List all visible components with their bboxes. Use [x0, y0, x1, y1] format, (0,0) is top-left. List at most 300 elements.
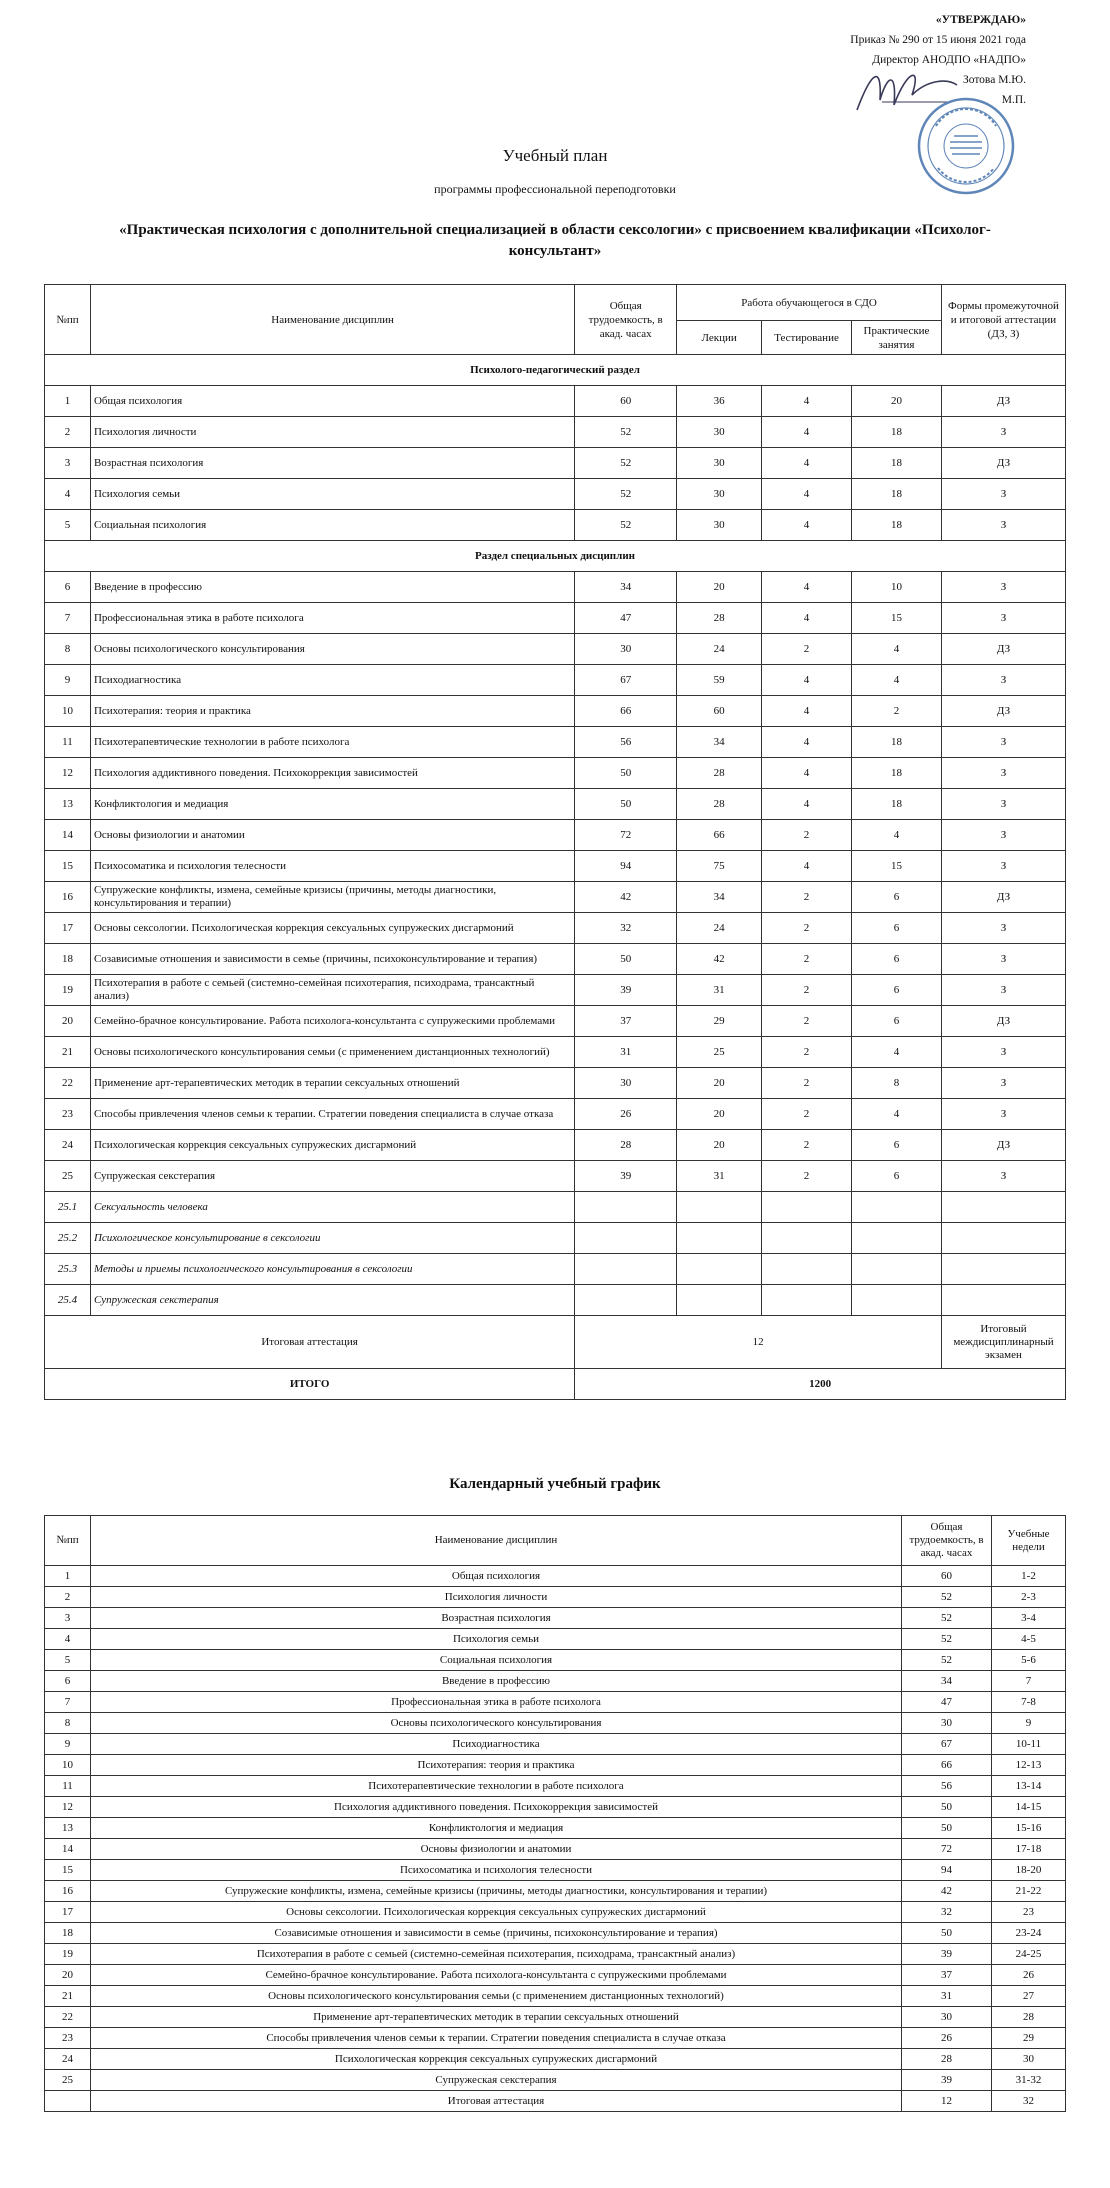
row-form: ДЗ [941, 634, 1065, 665]
calendar-row [45, 1986, 1066, 2007]
cal-weeks: 18-20 [992, 1860, 1066, 1881]
cal-name: Супружеские конфликты, измена, семейные кризисы (причины, методы диагностики, консультирования и терапии) [90, 1881, 901, 1902]
empty-cell [762, 1223, 852, 1254]
row-name: Психодиагностика [90, 665, 574, 696]
row-form: З [941, 944, 1065, 975]
row-testing: 2 [762, 634, 852, 665]
calendar-row [45, 2049, 1066, 2070]
row-hours: 31 [575, 1037, 677, 1068]
row-testing: 4 [762, 572, 852, 603]
final-hours: 12 [575, 1316, 942, 1369]
calendar-row [45, 1923, 1066, 1944]
row-testing: 2 [762, 913, 852, 944]
table-row [45, 882, 1066, 913]
cal-num: 17 [45, 1902, 91, 1923]
page-subtitle: программы профессиональной переподготовки [434, 182, 676, 196]
cal-num: 3 [45, 1608, 91, 1629]
cal-name: Социальная психология [90, 1650, 901, 1671]
row-lectures: 31 [677, 1161, 762, 1192]
cal-weeks: 17-18 [992, 1839, 1066, 1860]
cal-hours: 52 [902, 1587, 992, 1608]
cal-hours: 50 [902, 1818, 992, 1839]
table-row [45, 789, 1066, 820]
cal-num: 22 [45, 2007, 91, 2028]
approval-director: Директор АНОДПО «НАДПО» [872, 54, 1026, 66]
row-lectures: 29 [677, 1006, 762, 1037]
row-num: 3 [45, 448, 91, 479]
cal-name: Созависимые отношения и зависимости в семье (причины, психоконсультирование и терапия) [90, 1923, 901, 1944]
row-practice: 4 [852, 665, 942, 696]
cal-weeks: 12-13 [992, 1755, 1066, 1776]
cal-num: 24 [45, 2049, 91, 2070]
row-form: З [941, 820, 1065, 851]
row-lectures: 42 [677, 944, 762, 975]
row-form: ДЗ [941, 448, 1065, 479]
cal-weeks: 26 [992, 1965, 1066, 1986]
row-practice: 6 [852, 975, 942, 1006]
row-testing: 4 [762, 727, 852, 758]
total-hours: 1200 [575, 1369, 1066, 1400]
cal-weeks: 1-2 [992, 1566, 1066, 1587]
row-testing: 4 [762, 448, 852, 479]
empty-cell [677, 1285, 762, 1316]
calendar-row [45, 1902, 1066, 1923]
row-num: 10 [45, 696, 91, 727]
row-testing: 4 [762, 665, 852, 696]
row-lectures: 30 [677, 448, 762, 479]
empty-cell [852, 1192, 942, 1223]
row-num: 21 [45, 1037, 91, 1068]
row-form: З [941, 510, 1065, 541]
section-label: Психолого-педагогический раздел [45, 355, 1066, 386]
row-testing: 2 [762, 1068, 852, 1099]
row-num: 1 [45, 386, 91, 417]
empty-cell [677, 1254, 762, 1285]
row-practice: 2 [852, 696, 942, 727]
calendar-row [45, 1566, 1066, 1587]
row-hours: 37 [575, 1006, 677, 1037]
cal-weeks: 28 [992, 2007, 1066, 2028]
approval-mp: М.П. [1001, 94, 1026, 106]
row-num: 23 [45, 1099, 91, 1130]
empty-cell [941, 1192, 1065, 1223]
table-row [45, 386, 1066, 417]
row-num: 9 [45, 665, 91, 696]
row-testing: 2 [762, 1006, 852, 1037]
subrow-name: Психологическое консультирование в сексологии [90, 1223, 574, 1254]
approval-name: Зотова М.Ю. [962, 74, 1026, 86]
header-lectures: Лекции [677, 321, 762, 355]
section-label: Раздел специальных дисциплин [45, 541, 1066, 572]
section-row-special [45, 541, 1066, 572]
table-row [45, 944, 1066, 975]
curriculum-table [44, 284, 1066, 1400]
cal-weeks: 10-11 [992, 1734, 1066, 1755]
row-form: З [941, 417, 1065, 448]
cal-hours: 52 [902, 1650, 992, 1671]
row-testing: 2 [762, 882, 852, 913]
row-testing: 4 [762, 789, 852, 820]
cal-header-hours: Общая трудоемкость, в акад. часах [902, 1516, 992, 1566]
section-row-psych [45, 355, 1066, 386]
row-testing: 2 [762, 1037, 852, 1068]
row-lectures: 31 [677, 975, 762, 1006]
empty-cell [852, 1254, 942, 1285]
row-practice: 18 [852, 510, 942, 541]
row-num: 13 [45, 789, 91, 820]
row-num: 22 [45, 1068, 91, 1099]
cal-num: 19 [45, 1944, 91, 1965]
row-form: З [941, 727, 1065, 758]
table-row [45, 572, 1066, 603]
cal-name: Способы привлечения членов семьи к терапии. Стратегии поведения специалиста в случае отказа [90, 2028, 901, 2049]
cal-name: Психотерапевтические технологии в работе психолога [90, 1776, 901, 1797]
cal-hours: 30 [902, 1713, 992, 1734]
row-name: Основы психологического консультирования семьи (с применением дистанционных технологий) [90, 1037, 574, 1068]
cal-weeks: 4-5 [992, 1629, 1066, 1650]
row-lectures: 59 [677, 665, 762, 696]
row-testing: 4 [762, 851, 852, 882]
row-practice: 6 [852, 913, 942, 944]
row-num: 20 [45, 1006, 91, 1037]
row-testing: 4 [762, 696, 852, 727]
cal-hours: 56 [902, 1776, 992, 1797]
cal-name: Профессиональная этика в работе психолога [90, 1692, 901, 1713]
calendar-row [45, 2070, 1066, 2091]
row-practice: 6 [852, 882, 942, 913]
row-name: Общая психология [90, 386, 574, 417]
cal-num [45, 2091, 91, 2112]
subrow-num: 25.4 [45, 1285, 91, 1316]
row-lectures: 28 [677, 789, 762, 820]
row-practice: 18 [852, 417, 942, 448]
table-row [45, 1068, 1066, 1099]
cal-num: 16 [45, 1881, 91, 1902]
cal-weeks: 32 [992, 2091, 1066, 2112]
total-row [45, 1369, 1066, 1400]
row-lectures: 30 [677, 510, 762, 541]
cal-name: Введение в профессию [90, 1671, 901, 1692]
subrow-num: 25.1 [45, 1192, 91, 1223]
calendar-row [45, 1944, 1066, 1965]
table-row [45, 1130, 1066, 1161]
row-form: З [941, 1068, 1065, 1099]
row-form: З [941, 1161, 1065, 1192]
page-title: Учебный план [502, 146, 608, 165]
row-testing: 4 [762, 603, 852, 634]
cal-name: Общая психология [90, 1566, 901, 1587]
approval-title: «УТВЕРЖДАЮ» [935, 14, 1026, 26]
row-lectures: 20 [677, 1068, 762, 1099]
row-name: Психотерапевтические технологии в работе психолога [90, 727, 574, 758]
row-testing: 2 [762, 1130, 852, 1161]
header-practice: Практические занятия [852, 321, 942, 355]
row-hours: 50 [575, 758, 677, 789]
cal-num: 2 [45, 1587, 91, 1608]
row-form: З [941, 975, 1065, 1006]
row-form: З [941, 603, 1065, 634]
cal-hours: 31 [902, 1986, 992, 2007]
row-num: 2 [45, 417, 91, 448]
table-row [45, 727, 1066, 758]
cal-name: Основы психологического консультирования семьи (с применением дистанционных технологий) [90, 1986, 901, 2007]
cal-num: 20 [45, 1965, 91, 1986]
cal-hours: 30 [902, 2007, 992, 2028]
cal-num: 23 [45, 2028, 91, 2049]
cal-weeks: 29 [992, 2028, 1066, 2049]
cal-hours: 39 [902, 2070, 992, 2091]
row-name: Основы физиологии и анатомии [90, 820, 574, 851]
table-row [45, 758, 1066, 789]
cal-name: Супружеская секстерапия [90, 2070, 901, 2091]
cal-num: 6 [45, 1671, 91, 1692]
table-row [45, 634, 1066, 665]
cal-weeks: 31-32 [992, 2070, 1066, 2091]
table-subrow [45, 1254, 1066, 1285]
cal-hours: 52 [902, 1629, 992, 1650]
row-hours: 32 [575, 913, 677, 944]
calendar-row [45, 1839, 1066, 1860]
row-name: Способы привлечения членов семьи к терапии. Стратегии поведения специалиста в случае отказа [90, 1099, 574, 1130]
row-hours: 52 [575, 417, 677, 448]
cal-num: 21 [45, 1986, 91, 2007]
cal-num: 7 [45, 1692, 91, 1713]
row-practice: 15 [852, 851, 942, 882]
table-row [45, 1099, 1066, 1130]
row-num: 14 [45, 820, 91, 851]
row-testing: 2 [762, 1161, 852, 1192]
row-practice: 20 [852, 386, 942, 417]
calendar-row [45, 1587, 1066, 1608]
cal-num: 10 [45, 1755, 91, 1776]
row-name: Психология аддиктивного поведения. Психокоррекция зависимостей [90, 758, 574, 789]
cal-name: Психосоматика и психология телесности [90, 1860, 901, 1881]
row-hours: 30 [575, 1068, 677, 1099]
row-practice: 18 [852, 789, 942, 820]
table-row [45, 448, 1066, 479]
row-num: 12 [45, 758, 91, 789]
header-num: №пп [45, 285, 91, 355]
row-hours: 56 [575, 727, 677, 758]
row-lectures: 24 [677, 634, 762, 665]
row-form: З [941, 1037, 1065, 1068]
total-label: ИТОГО [45, 1369, 575, 1400]
cal-hours: 67 [902, 1734, 992, 1755]
row-hours: 52 [575, 479, 677, 510]
row-lectures: 28 [677, 758, 762, 789]
row-practice: 15 [852, 603, 942, 634]
row-hours: 30 [575, 634, 677, 665]
cal-name: Психологическая коррекция сексуальных супружеских дисгармоний [90, 2049, 901, 2070]
row-name: Основы сексологии. Психологическая коррекция сексуальных супружеских дисгармоний [90, 913, 574, 944]
row-form: З [941, 665, 1065, 696]
table-row [45, 696, 1066, 727]
row-practice: 8 [852, 1068, 942, 1099]
row-lectures: 28 [677, 603, 762, 634]
cal-name: Психодиагностика [90, 1734, 901, 1755]
row-lectures: 34 [677, 882, 762, 913]
row-practice: 18 [852, 448, 942, 479]
cal-name: Семейно-брачное консультирование. Работа психолога-консультанта с супружескими проблемами [90, 1965, 901, 1986]
row-num: 24 [45, 1130, 91, 1161]
row-practice: 6 [852, 1130, 942, 1161]
row-name: Психология семьи [90, 479, 574, 510]
row-testing: 4 [762, 386, 852, 417]
row-num: 7 [45, 603, 91, 634]
row-practice: 6 [852, 1161, 942, 1192]
empty-cell [762, 1254, 852, 1285]
cal-hours: 39 [902, 1944, 992, 1965]
row-num: 6 [45, 572, 91, 603]
row-name: Психосоматика и психология телесности [90, 851, 574, 882]
calendar-row [45, 1755, 1066, 1776]
empty-cell [852, 1285, 942, 1316]
cal-num: 8 [45, 1713, 91, 1734]
cal-num: 14 [45, 1839, 91, 1860]
row-hours: 50 [575, 789, 677, 820]
cal-name: Психотерапия в работе с семьей (системно-семейная психотерапия, психодрама, трансактный анализ) [90, 1944, 901, 1965]
cal-hours: 50 [902, 1797, 992, 1818]
row-name: Введение в профессию [90, 572, 574, 603]
cal-weeks: 15-16 [992, 1818, 1066, 1839]
table-row [45, 510, 1066, 541]
table-row [45, 820, 1066, 851]
calendar-row [45, 1818, 1066, 1839]
row-hours: 94 [575, 851, 677, 882]
header-work: Работа обучающегося в СДО [677, 285, 942, 321]
row-form: ДЗ [941, 882, 1065, 913]
cal-name: Итоговая аттестация [90, 2091, 901, 2112]
calendar-row [45, 1797, 1066, 1818]
calendar-row [45, 1965, 1066, 1986]
cal-name: Психотерапия: теория и практика [90, 1755, 901, 1776]
cal-weeks: 21-22 [992, 1881, 1066, 1902]
row-name: Психология личности [90, 417, 574, 448]
cal-name: Возрастная психология [90, 1608, 901, 1629]
row-name: Психотерапия в работе с семьей (системно-семейная психотерапия, психодрама, трансактный анализ) [90, 975, 574, 1006]
row-testing: 2 [762, 944, 852, 975]
row-num: 4 [45, 479, 91, 510]
row-name: Супружеская секстерапия [90, 1161, 574, 1192]
row-num: 19 [45, 975, 91, 1006]
row-lectures: 30 [677, 417, 762, 448]
row-practice: 18 [852, 758, 942, 789]
row-practice: 6 [852, 1006, 942, 1037]
row-testing: 2 [762, 820, 852, 851]
cal-hours: 60 [902, 1566, 992, 1587]
row-testing: 4 [762, 479, 852, 510]
row-lectures: 36 [677, 386, 762, 417]
table-subrow [45, 1285, 1066, 1316]
calendar-table [44, 1515, 1066, 2112]
cal-num: 25 [45, 2070, 91, 2091]
cal-hours: 28 [902, 2049, 992, 2070]
cal-header-weeks: Учебные недели [992, 1516, 1066, 1566]
empty-cell [575, 1254, 677, 1285]
row-lectures: 30 [677, 479, 762, 510]
row-form: З [941, 789, 1065, 820]
cal-name: Конфликтология и медиация [90, 1818, 901, 1839]
table-subrow [45, 1223, 1066, 1254]
row-name: Применение арт-терапевтических методик в терапии сексуальных отношений [90, 1068, 574, 1099]
table-row [45, 851, 1066, 882]
row-num: 8 [45, 634, 91, 665]
calendar-row [45, 1671, 1066, 1692]
calendar-title: Календарный учебный график [449, 1476, 661, 1492]
row-testing: 4 [762, 417, 852, 448]
row-practice: 4 [852, 634, 942, 665]
cal-hours: 66 [902, 1755, 992, 1776]
table-row [45, 665, 1066, 696]
cal-weeks: 24-25 [992, 1944, 1066, 1965]
subrow-name: Методы и приемы психологического консультирования в сексологии [90, 1254, 574, 1285]
final-row [45, 1316, 1066, 1369]
row-name: Профессиональная этика в работе психолога [90, 603, 574, 634]
cal-name: Психология семьи [90, 1629, 901, 1650]
empty-cell [677, 1192, 762, 1223]
calendar-row [45, 2028, 1066, 2049]
row-name: Основы психологического консультирования [90, 634, 574, 665]
calendar-row [45, 2091, 1066, 2112]
row-lectures: 66 [677, 820, 762, 851]
header-testing: Тестирование [762, 321, 852, 355]
calendar-row [45, 1692, 1066, 1713]
row-hours: 39 [575, 975, 677, 1006]
calendar-row [45, 1776, 1066, 1797]
row-hours: 52 [575, 448, 677, 479]
row-form: З [941, 913, 1065, 944]
empty-cell [762, 1285, 852, 1316]
cal-hours: 47 [902, 1692, 992, 1713]
cal-hours: 52 [902, 1608, 992, 1629]
calendar-row [45, 1734, 1066, 1755]
cal-hours: 50 [902, 1923, 992, 1944]
row-practice: 10 [852, 572, 942, 603]
row-hours: 34 [575, 572, 677, 603]
table-row [45, 975, 1066, 1006]
row-testing: 2 [762, 1099, 852, 1130]
calendar-row [45, 1608, 1066, 1629]
cal-weeks: 9 [992, 1713, 1066, 1734]
cal-num: 13 [45, 1818, 91, 1839]
cal-hours: 26 [902, 2028, 992, 2049]
row-form: З [941, 851, 1065, 882]
cal-header-num: №пп [45, 1516, 91, 1566]
row-hours: 28 [575, 1130, 677, 1161]
row-num: 25 [45, 1161, 91, 1192]
cal-num: 5 [45, 1650, 91, 1671]
row-practice: 18 [852, 727, 942, 758]
cal-num: 1 [45, 1566, 91, 1587]
row-testing: 4 [762, 758, 852, 789]
approval-order: Приказ № 290 от 15 июня 2021 года [850, 34, 1026, 46]
row-testing: 2 [762, 975, 852, 1006]
subrow-name: Сексуальность человека [90, 1192, 574, 1223]
cal-name: Психология аддиктивного поведения. Психокоррекция зависимостей [90, 1797, 901, 1818]
calendar-row [45, 1650, 1066, 1671]
row-lectures: 20 [677, 1099, 762, 1130]
cal-num: 18 [45, 1923, 91, 1944]
empty-cell [575, 1192, 677, 1223]
row-hours: 47 [575, 603, 677, 634]
cal-hours: 37 [902, 1965, 992, 1986]
row-num: 17 [45, 913, 91, 944]
cal-weeks: 7-8 [992, 1692, 1066, 1713]
cal-weeks: 2-3 [992, 1587, 1066, 1608]
table-row [45, 417, 1066, 448]
cal-weeks: 27 [992, 1986, 1066, 2007]
empty-cell [677, 1223, 762, 1254]
